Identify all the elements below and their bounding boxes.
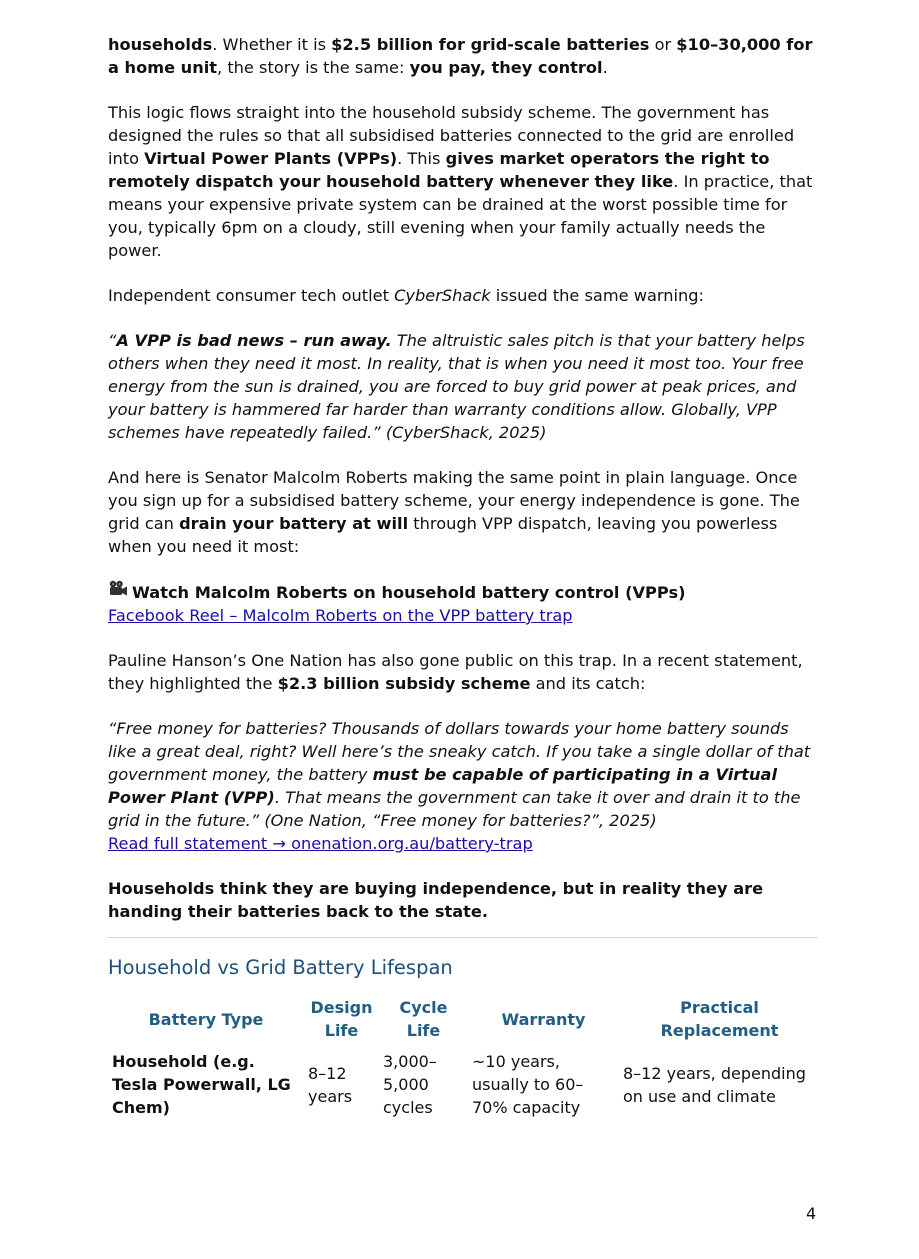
emphasis: must be capable of participating in a Virtual Power Plant (VPP) <box>108 765 777 807</box>
table-cell: Household (e.g. Tesla Powerwall, LG Chem) <box>112 1052 291 1117</box>
facebook-reel-link[interactable]: Facebook Reel – Malcolm Roberts on the VPP battery trap <box>108 606 573 625</box>
emphasis: A VPP is bad news – run away. <box>116 331 392 350</box>
table-cell: 8–12 years, depending on use and climate <box>623 1063 806 1106</box>
video-camera-icon <box>108 580 128 604</box>
battery-lifespan-table <box>108 994 820 1121</box>
source-name: CyberShack <box>394 286 491 305</box>
quote-one-nation: “Free money for batteries? Thousands of dollars towards your home battery sounds like a great deal, right? Well here’s the sneaky catch. If you take a single dollar of that government money, the battery must be capable of participating in a Virtual Power Plant (VPP). That means the government can take it over and drain it to the grid in the future.” (One Nation, “Free money for batteries?”, 2025) Read full statement → onenation.org.au/battery-trap <box>108 719 811 853</box>
paragraph-subsidy-cost: households. Whether it is $2.5 billion for grid-scale batteries or $10–30,000 for a home unit, the story is the same: you pay, they control. <box>108 35 813 77</box>
paragraph-one-nation: Pauline Hanson’s One Nation has also gone public on this trap. In a recent statement, they highlighted the $2.3 billion subsidy scheme and its catch: <box>108 651 803 693</box>
emphasis: drain your battery at will <box>179 514 409 533</box>
column-header: Practical Replacement <box>660 998 779 1040</box>
paragraph-vpp-rules: This logic flows straight into the household subsidy scheme. The government has designed the rules so that all subsidised batteries connected to the grid are enrolled into Virtual Power Plants (VPPs). This gives market operators the right to remotely dispatch your household battery whenever they like. In practice, that means your expensive private system can be drained at the worst possible time for you, typically 6pm on a cloudy, still evening when your family actually needs the power. <box>108 103 813 260</box>
table-section-title: Household vs Grid Battery Lifespan <box>108 956 453 979</box>
emphasis: gives market operators the right to remotely dispatch your household battery whenever they like <box>108 149 770 191</box>
conclusion: Households think they are buying independence, but in reality they are handing their batteries back to the state. <box>108 879 764 921</box>
document-body <box>108 33 820 945</box>
table-cell: 8–12 years <box>308 1063 353 1106</box>
one-nation-statement-link[interactable]: Read full statement → onenation.org.au/battery-trap <box>108 834 533 853</box>
table-header-row <box>108 994 820 1048</box>
column-header: Cycle Life <box>399 998 448 1040</box>
table-row <box>108 1048 820 1121</box>
quote-cybershack: “A VPP is bad news – run away. The altruistic sales pitch is that your battery helps others when they need it most. In reality, that is when you need it most too. Your free energy from the sun is drained, you are forced to buy grid power at peak prices, and your battery is hammered far harder than warranty conditions allow. Globally, VPP schemes have repeatedly failed.” (CyberShack, 2025) <box>108 331 805 442</box>
section-divider <box>107 937 818 938</box>
paragraph-cybershack-intro: Independent consumer tech outlet CyberShack issued the same warning: <box>108 286 704 305</box>
paragraph-malcolm-roberts: And here is Senator Malcolm Roberts making the same point in plain language. Once you sign up for a subsidised battery scheme, your energy independence is gone. The grid can drain your battery at will through VPP dispatch, leaving you powerless when you need it most: <box>108 468 800 556</box>
video-heading: Watch Malcolm Roberts on household battery control (VPPs) <box>108 580 820 604</box>
emphasis: $10–30,000 for a home unit <box>108 35 813 77</box>
emphasis: $2.3 billion subsidy scheme <box>277 674 531 693</box>
column-header: Design Life <box>310 998 373 1040</box>
table-cell: ~10 years, usually to 60–70% capacity <box>472 1052 584 1117</box>
table-cell: 3,000–5,000 cycles <box>383 1052 437 1117</box>
video-block <box>108 580 820 627</box>
emphasis: $2.5 billion for grid-scale batteries <box>331 35 650 54</box>
column-header: Battery Type <box>148 1009 264 1029</box>
column-header: Warranty <box>501 1009 586 1029</box>
emphasis: households <box>108 35 213 54</box>
emphasis: Virtual Power Plants (VPPs) <box>144 149 398 168</box>
page-number: 4 <box>806 1204 817 1223</box>
emphasis: you pay, they control <box>409 58 603 77</box>
